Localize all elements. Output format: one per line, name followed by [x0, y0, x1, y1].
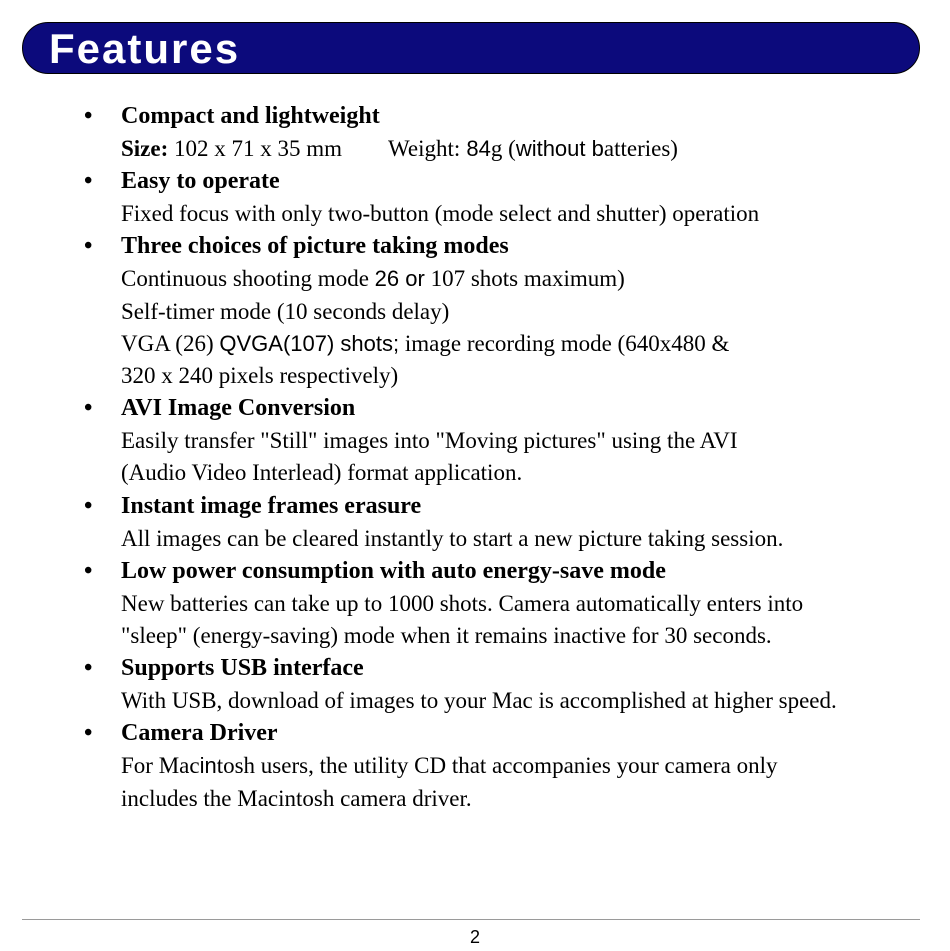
- feature-description: [121, 328, 934, 360]
- weight-unit: g (: [490, 136, 516, 161]
- feature-item: [84, 652, 934, 717]
- feature-heading: Supports USB interface: [121, 655, 364, 682]
- feature-description: "sleep" (energy-saving) mode when it remains inactive for 30 seconds.: [121, 623, 772, 649]
- text-run: 26 or: [374, 266, 425, 292]
- feature-description: New batteries can take up to 1000 shots. Camera automatically enters into: [121, 590, 804, 616]
- feature-item: [84, 555, 934, 652]
- feature-heading: Camera Driver: [121, 720, 278, 747]
- weight-value: 84: [460, 136, 491, 161]
- text-run: Continuous shooting mode: [121, 266, 375, 292]
- feature-description: 320 x 240 pixels respectively): [121, 363, 399, 389]
- text-run: tosh users, the utility CD that accompanies your camera only: [216, 753, 778, 779]
- text-run: QVGA(107) shots;: [219, 330, 400, 356]
- feature-description: Self-timer mode (10 seconds delay): [121, 298, 450, 324]
- feature-item: [84, 165, 934, 230]
- page-title: Features: [49, 25, 241, 72]
- feature-item: [84, 100, 934, 165]
- text-run: 107 shots maximum): [424, 266, 625, 292]
- text-run: For Mac: [121, 753, 200, 779]
- feature-description: [121, 750, 934, 782]
- feature-heading: Instant image frames erasure: [121, 492, 422, 519]
- feature-heading: AVI Image Conversion: [121, 395, 356, 422]
- feature-heading: Easy to operate: [121, 168, 280, 195]
- feature-description: Fixed focus with only two-button (mode select and shutter) operation: [121, 201, 760, 227]
- feature-heading: Compact and lightweight: [121, 103, 380, 129]
- feature-item: [84, 490, 934, 555]
- feature-description: Easily transfer "Still" images into "Moving pictures" using the AVI: [121, 428, 738, 454]
- bullet-icon: •: [84, 720, 93, 747]
- feature-description: All images can be cleared instantly to start a new picture taking session.: [121, 525, 784, 551]
- text-run: in: [199, 753, 217, 779]
- feature-item: [84, 717, 934, 814]
- bullet-icon: •: [84, 233, 93, 260]
- weight-label: Weight:: [388, 136, 461, 161]
- size-label: Size:: [121, 136, 169, 161]
- bullet-icon: •: [84, 168, 93, 195]
- bullet-icon: •: [84, 492, 93, 519]
- size-value: 102 x 71 x 35 mm: [168, 136, 343, 161]
- feature-item: [84, 392, 934, 489]
- weight-note: without b: [515, 136, 604, 161]
- feature-heading: Low power consumption with auto energy-save mode: [121, 557, 666, 584]
- feature-item: [84, 230, 934, 392]
- bullet-icon: •: [84, 395, 93, 422]
- footer-divider: [22, 919, 920, 920]
- feature-description: [121, 263, 934, 295]
- page-number: 2: [469, 927, 480, 947]
- weight-note-rest: atteries): [603, 136, 678, 161]
- bullet-icon: •: [84, 557, 93, 584]
- feature-list: [84, 100, 934, 815]
- feature-description: (Audio Video Interlead) format application.: [121, 460, 523, 486]
- text-run: image recording mode (640x480 &: [399, 330, 730, 356]
- feature-description: includes the Macintosh camera driver.: [121, 785, 472, 811]
- feature-heading: Three choices of picture taking modes: [121, 233, 509, 260]
- bullet-icon: •: [84, 655, 93, 682]
- text-run: VGA (26): [121, 330, 220, 356]
- feature-description: With USB, download of images to your Mac is accomplished at higher speed.: [121, 688, 837, 714]
- section-header-bar: [22, 22, 920, 74]
- bullet-icon: •: [84, 103, 93, 129]
- feature-spec-line: [121, 133, 934, 165]
